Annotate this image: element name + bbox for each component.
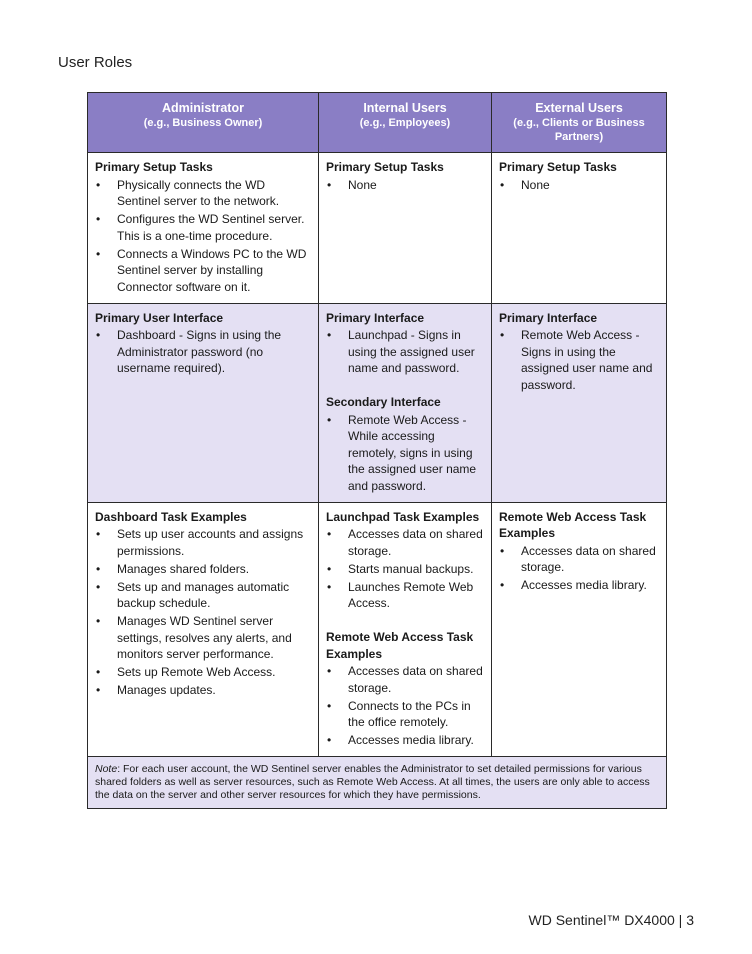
- header-subtitle: (e.g., Employees): [359, 117, 451, 129]
- bullet-list: [95, 177, 311, 296]
- note-row: [88, 757, 667, 809]
- header-external-users: [492, 93, 667, 153]
- table-cell: [319, 153, 492, 304]
- bullet-list: [499, 543, 659, 594]
- table-cell: [88, 153, 319, 304]
- list-item: • Launchpad - Signs in using the assigned user name and password.: [326, 327, 484, 377]
- header-row: [88, 93, 667, 153]
- header-title: Internal Users: [363, 101, 447, 115]
- note-text: : For each user account, the WD Sentinel server enables the Administrator to set detailed permissions for various shared folders as well as server resources, such as Remote Web Access. At all times, the users are only able to access the data on the server and other server resources for which they have permissions.: [95, 763, 650, 801]
- list-item: • Connects a Windows PC to the WD Sentinel server by installing Connector software on it.: [95, 246, 311, 296]
- header-internal-users: [319, 93, 492, 153]
- bullet-list: [326, 177, 484, 194]
- table-cell: [88, 502, 319, 757]
- header-administrator: [88, 93, 319, 153]
- cell-title: Primary Setup Tasks: [499, 160, 617, 174]
- table-cell: [492, 303, 667, 502]
- page-footer: WD Sentinel™ DX4000 | 3: [528, 912, 694, 928]
- list-item: • Accesses media library.: [326, 732, 484, 749]
- table-cell: [88, 303, 319, 502]
- list-item: • Accesses data on shared storage.: [326, 526, 484, 559]
- list-item: • Sets up Remote Web Access.: [95, 664, 311, 681]
- list-item: • Accesses media library.: [499, 577, 659, 594]
- cell-title: Launchpad Task Examples: [326, 509, 480, 524]
- header-title: External Users: [535, 101, 623, 115]
- list-item: • Accesses data on shared storage.: [326, 663, 484, 696]
- block-spacer: [326, 613, 484, 629]
- cell-title: Primary Interface: [326, 310, 425, 325]
- list-item: • Sets up and manages automatic backup schedule.: [95, 579, 311, 612]
- cell-title: Primary Setup Tasks: [326, 160, 444, 174]
- header-title: Administrator: [162, 101, 244, 115]
- cell-title: Remote Web Access Task Examples: [499, 509, 647, 540]
- list-item: • Connects to the PCs in the office remotely.: [326, 698, 484, 731]
- block-spacer: [326, 378, 484, 394]
- bullet-list: [326, 663, 484, 749]
- cell-title: Primary Interface: [499, 310, 598, 325]
- list-item: • Manages shared folders.: [95, 561, 311, 578]
- list-item: • Accesses data on shared storage.: [499, 543, 659, 576]
- bullet-list: [95, 327, 311, 377]
- note-cell: [88, 757, 667, 809]
- section-title: User Roles: [58, 54, 133, 71]
- interface-row: [88, 303, 667, 502]
- list-item: • Dashboard - Signs in using the Administrator password (no username required).: [95, 327, 311, 377]
- list-item: • Launches Remote Web Access.: [326, 579, 484, 612]
- list-item: • Remote Web Access - Signs in using the assigned user name and password.: [499, 327, 659, 393]
- header-subtitle: (e.g., Business Owner): [143, 117, 263, 129]
- table-cell: [492, 502, 667, 757]
- cell-title: Dashboard Task Examples: [95, 509, 247, 524]
- header-subtitle: (e.g., Clients or Business Partners): [513, 117, 645, 143]
- note-label: Note: [95, 763, 118, 775]
- cell-title: Primary User Interface: [95, 310, 224, 325]
- bullet-list: [499, 177, 659, 194]
- bullet-list: [95, 526, 311, 699]
- bullet-list: [326, 526, 484, 612]
- list-item: • Remote Web Access - While accessing remotely, signs in using the assigned user name and password.: [326, 412, 484, 495]
- task-examples-row: [88, 502, 667, 757]
- cell-title: Remote Web Access Task Examples: [326, 630, 474, 661]
- cell-title: Secondary Interface: [326, 395, 441, 409]
- user-roles-table: [87, 92, 667, 809]
- list-item: • Physically connects the WD Sentinel server to the network.: [95, 177, 311, 210]
- list-item: • Sets up user accounts and assigns permissions.: [95, 526, 311, 559]
- bullet-list: [326, 412, 484, 495]
- setup-tasks-row: [88, 153, 667, 304]
- list-item: • Manages updates.: [95, 682, 311, 699]
- table-cell: [319, 502, 492, 757]
- list-item: • Manages WD Sentinel server settings, resolves any alerts, and monitors server performance.: [95, 613, 311, 663]
- list-item: • Configures the WD Sentinel server. This is a one-time procedure.: [95, 211, 311, 244]
- table-cell: [492, 153, 667, 304]
- bullet-list: [499, 327, 659, 393]
- bullet-list: [326, 327, 484, 377]
- list-item: • None: [499, 177, 659, 194]
- list-item: • Starts manual backups.: [326, 561, 484, 578]
- table-cell: [319, 303, 492, 502]
- cell-title: Primary Setup Tasks: [95, 160, 213, 174]
- list-item: • None: [326, 177, 484, 194]
